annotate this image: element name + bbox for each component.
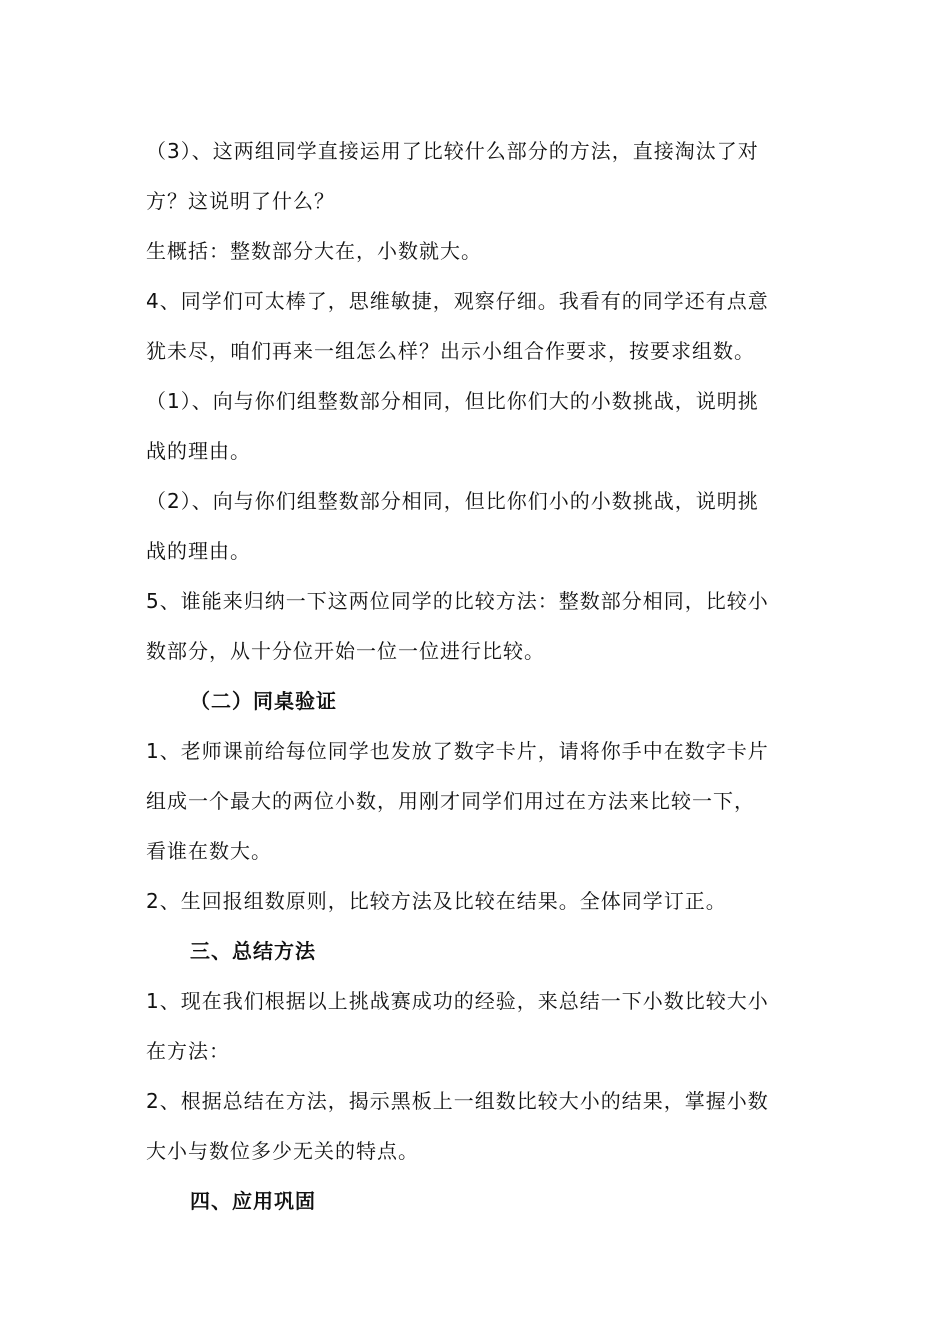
paragraph-line: 数部分，从十分位开始一位一位进行比较。: [146, 639, 545, 663]
section-heading: 三、总结方法: [190, 939, 316, 963]
paragraph-line: 5、谁能来归纳一下这两位同学的比较方法：整数部分相同，比较小: [146, 589, 769, 613]
paragraph-line: 犹未尽，咱们再来一组怎么样？出示小组合作要求，按要求组数。: [146, 339, 755, 363]
section-heading: 四、应用巩固: [190, 1189, 316, 1213]
paragraph-line: 生概括：整数部分大在，小数就大。: [146, 239, 482, 263]
paragraph-line: 2、根据总结在方法，揭示黑板上一组数比较大小的结果，掌握小数: [146, 1089, 769, 1113]
paragraph-line: 4、同学们可太棒了，思维敏捷，观察仔细。我看有的同学还有点意: [146, 289, 769, 313]
paragraph-line: 方？这说明了什么？: [146, 189, 335, 213]
paragraph-line: 1、老师课前给每位同学也发放了数字卡片，请将你手中在数字卡片: [146, 739, 769, 763]
paragraph-line: 组成一个最大的两位小数，用刚才同学们用过在方法来比较一下，: [146, 789, 755, 813]
paragraph-line: 2、生回报组数原则，比较方法及比较在结果。全体同学订正。: [146, 889, 727, 913]
document-body: [146, 126, 806, 1226]
paragraph-line: 战的理由。: [146, 439, 251, 463]
paragraph-line: 大小与数位多少无关的特点。: [146, 1139, 419, 1163]
paragraph-line: （1）、向与你们组整数部分相同，但比你们大的小数挑战，说明挑: [146, 389, 759, 413]
paragraph-line: 1、现在我们根据以上挑战赛成功的经验，来总结一下小数比较大小: [146, 989, 769, 1013]
paragraph-line: 在方法：: [146, 1039, 230, 1063]
section-heading: （二）同桌验证: [190, 689, 337, 713]
paragraph-line: （2）、向与你们组整数部分相同，但比你们小的小数挑战，说明挑: [146, 489, 759, 513]
paragraph-line: 看谁在数大。: [146, 839, 272, 863]
paragraph-line: （3）、这两组同学直接运用了比较什么部分的方法，直接淘汰了对: [146, 139, 759, 163]
paragraph-line: 战的理由。: [146, 539, 251, 563]
